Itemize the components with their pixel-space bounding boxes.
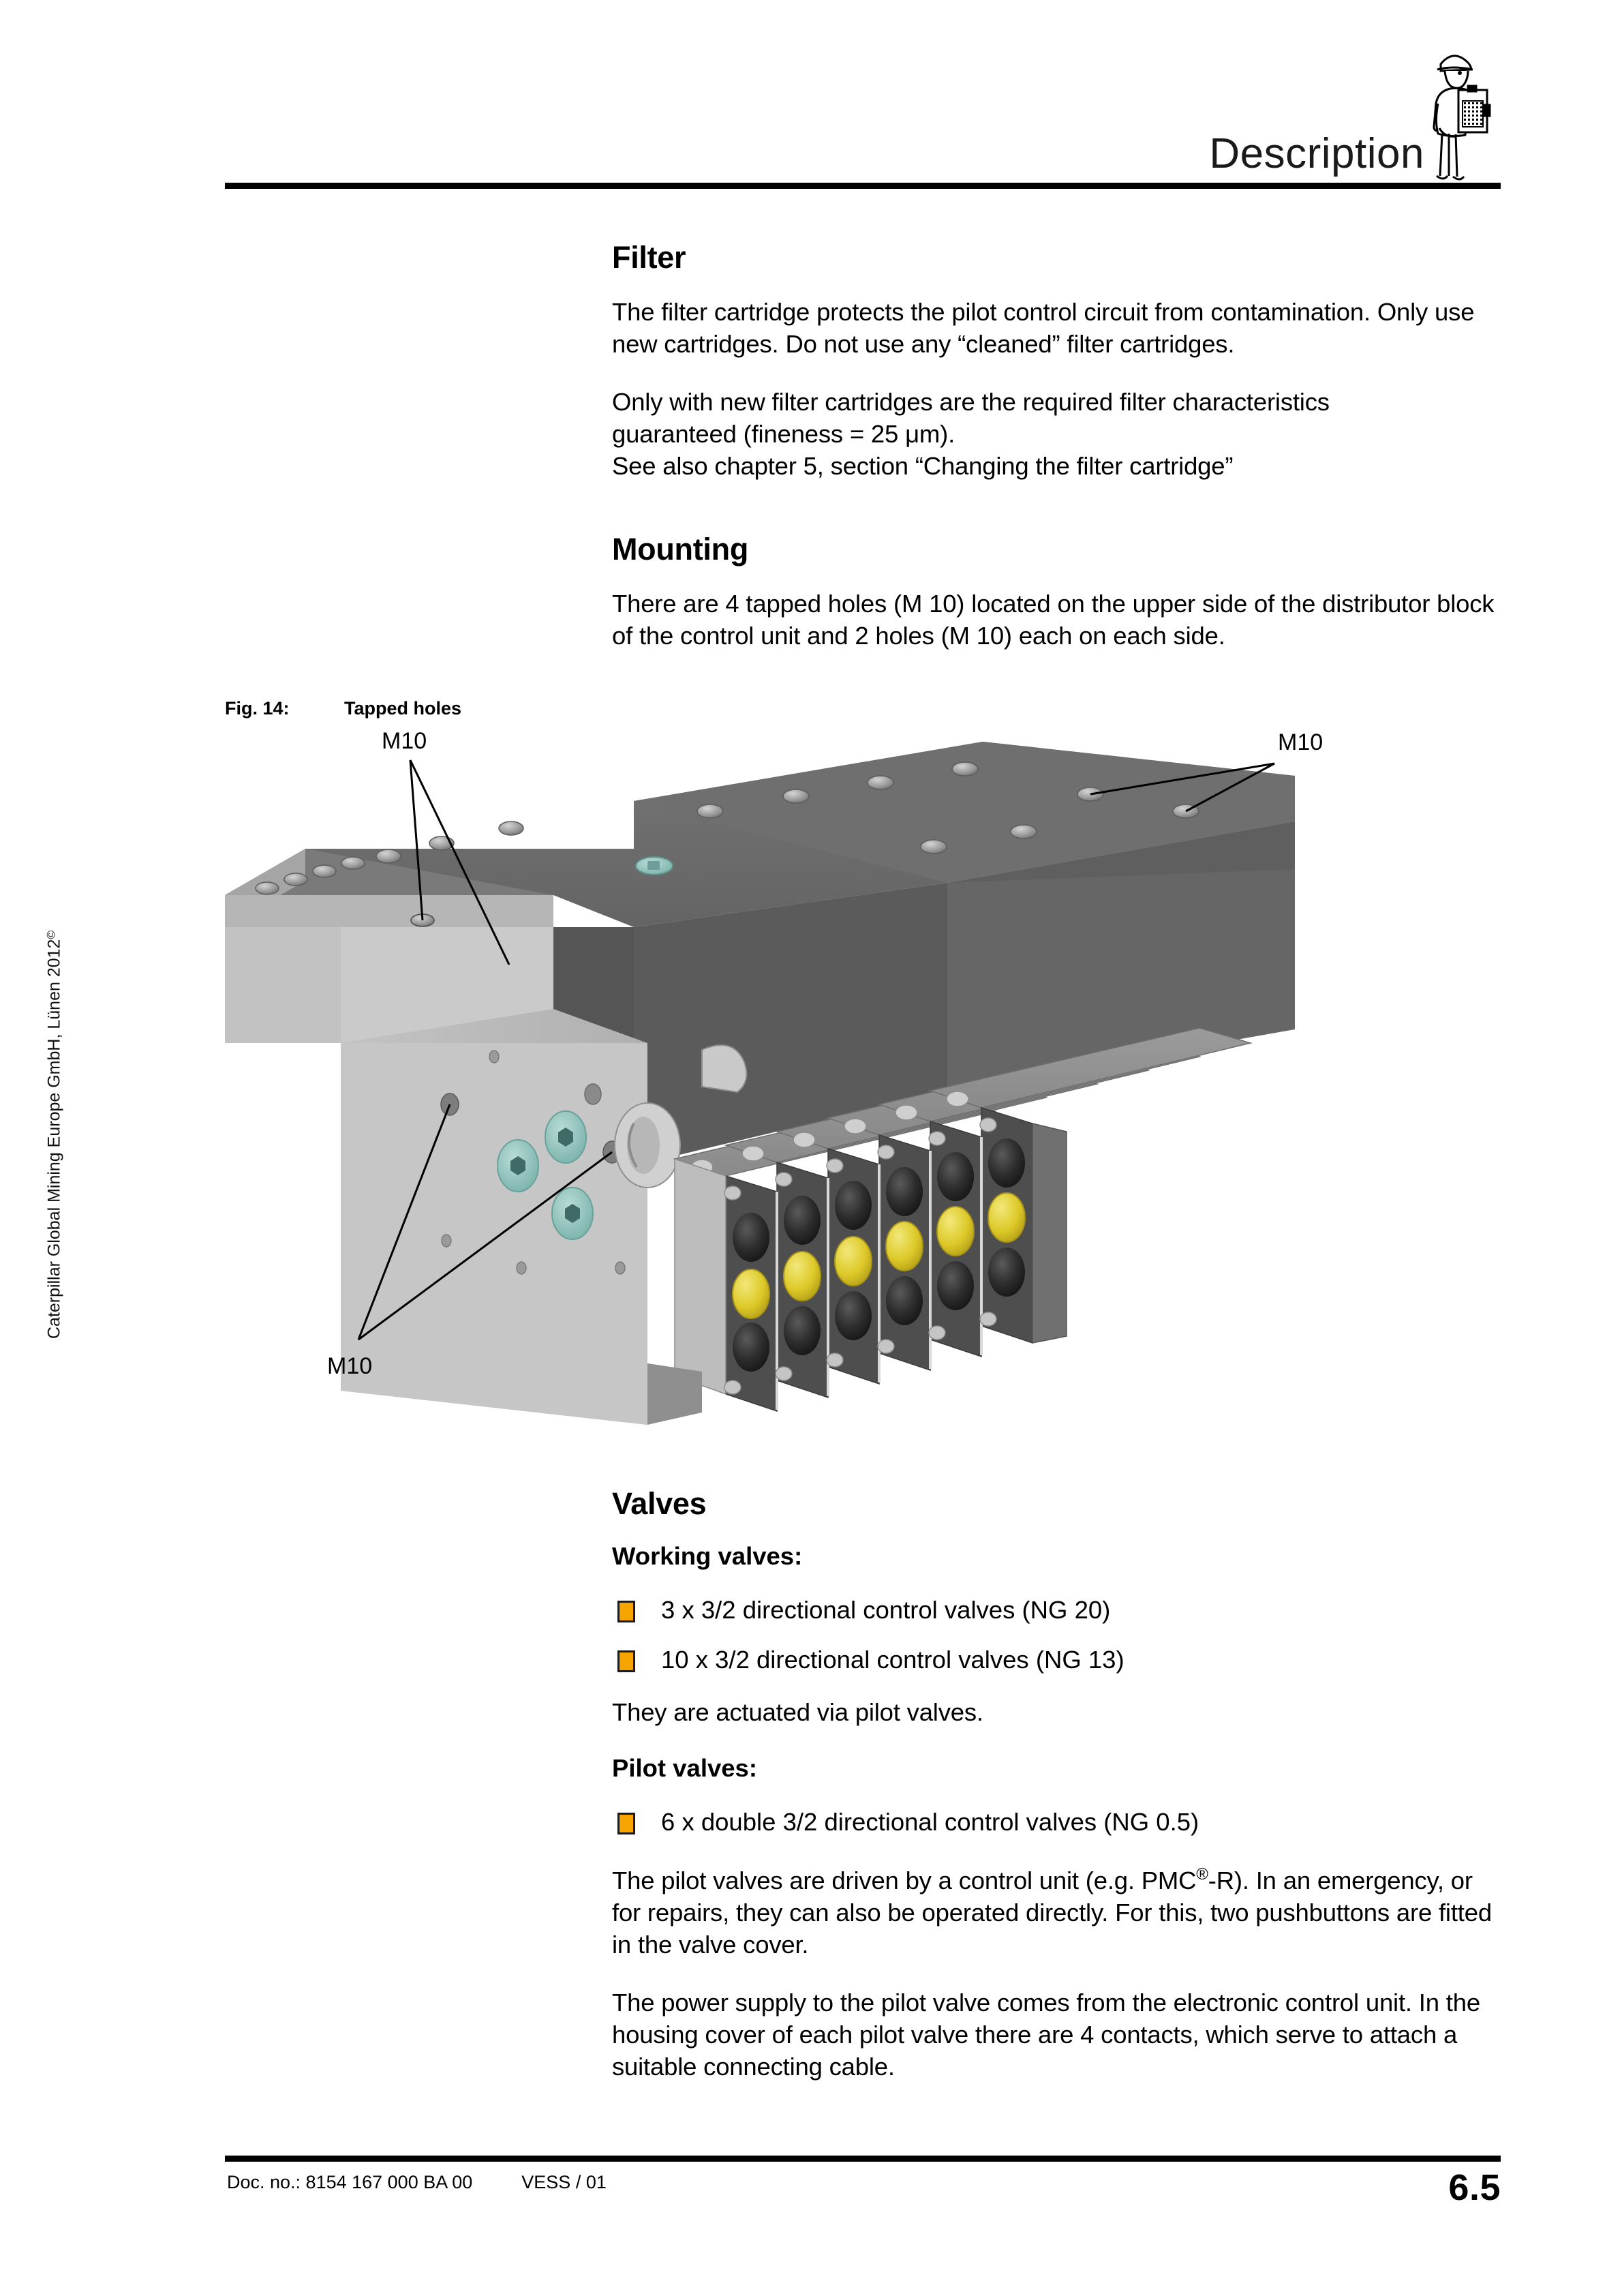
list-item	[612, 1594, 1498, 1626]
inspector-with-clipboard-icon	[1424, 41, 1499, 187]
filter-paragraph-1: The filter cartridge protects the pilot control circuit from contamination. Only use new cartridges. Do not use any “cleaned” filter cartridges.	[612, 298, 1475, 358]
filter-p2-line1: Only with new filter cartridges are the required filter characteristics	[612, 388, 1330, 416]
figure-title: Tapped holes	[344, 698, 462, 719]
callout-label-m10-bottom-left: M10	[327, 1353, 373, 1379]
footer-document-info	[227, 2172, 607, 2193]
actuated-note: They are actuated via pilot valves.	[612, 1698, 983, 1726]
mounting-heading: Mounting	[612, 532, 749, 567]
list-item	[612, 1806, 1498, 1838]
page-number: 6.5	[1448, 2167, 1501, 2208]
list-item-label: 10 x 3/2 directional control valves (NG 13)	[661, 1646, 1124, 1674]
mounting-paragraph-1: There are 4 tapped holes (M 10) located on the upper side of the distributor block of the control unit and 2 holes (M 10) each on each side.	[612, 590, 1495, 650]
callout-label-m10-top-right: M10	[1278, 729, 1323, 755]
bullet-square-icon	[617, 1650, 635, 1672]
section-valves	[612, 1486, 1498, 2109]
footer-doc-number: Doc. no.: 8154 167 000 BA 00	[227, 2172, 473, 2192]
front-boss	[615, 1103, 680, 1188]
registered-mark: ®	[1196, 1865, 1208, 1884]
list-item-label: 6 x double 3/2 directional control valves (NG 0.5)	[661, 1808, 1199, 1836]
copyright-mark: ©	[44, 931, 58, 939]
figure-caption	[225, 698, 461, 719]
footer-variant: VESS / 01	[521, 2172, 607, 2192]
bullet-square-icon	[617, 1601, 635, 1622]
page-title: Description	[1209, 130, 1424, 177]
callout-label-m10-top-left: M10	[382, 728, 427, 754]
bullet-square-icon	[617, 1813, 635, 1834]
header-divider	[225, 183, 1501, 189]
filter-p2-line2: guaranteed (fineness = 25 μm).	[612, 420, 955, 448]
footer-divider	[225, 2156, 1501, 2162]
block-skirt	[647, 1363, 702, 1425]
working-valves-list	[612, 1594, 1498, 1676]
figure-number: Fig. 14:	[225, 698, 290, 719]
working-valves-label: Working valves:	[612, 1542, 803, 1570]
pilot-paragraph-suffix: -R). In an emergency, or for repairs, they can also be operated directly. For this, two pushbuttons are fitted in the valve cover.	[612, 1867, 1492, 1959]
valves-heading: Valves	[612, 1486, 707, 1521]
copyright-notice	[45, 692, 65, 1578]
list-item	[612, 1644, 1498, 1676]
section-mounting	[612, 532, 1498, 678]
copyright-text: Caterpillar Global Mining Europe GmbH, Lünen 2012	[44, 939, 64, 1339]
pilot-valves-label: Pilot valves:	[612, 1754, 758, 1782]
figure-tapped-holes	[225, 723, 1506, 1432]
list-item-label: 3 x 3/2 directional control valves (NG 20)	[661, 1596, 1111, 1624]
pilot-valves-list	[612, 1806, 1498, 1838]
filter-heading: Filter	[612, 240, 686, 275]
filter-paragraph-2	[612, 386, 1498, 482]
pilot-valves-paragraph	[612, 1858, 1498, 1961]
section-filter	[612, 240, 1498, 482]
pilot-paragraph-prefix: The pilot valves are driven by a control unit (e.g. PMC	[612, 1867, 1197, 1894]
page-header	[225, 41, 1499, 198]
power-supply-paragraph: The power supply to the pilot valve comes from the electronic control unit. In the housing cover of each pilot valve there are 4 contacts, which serve to attach a suitable connecting cable.	[612, 1989, 1480, 2081]
filter-p2-line3: See also chapter 5, section “Changing the filter cartridge”	[612, 452, 1234, 480]
